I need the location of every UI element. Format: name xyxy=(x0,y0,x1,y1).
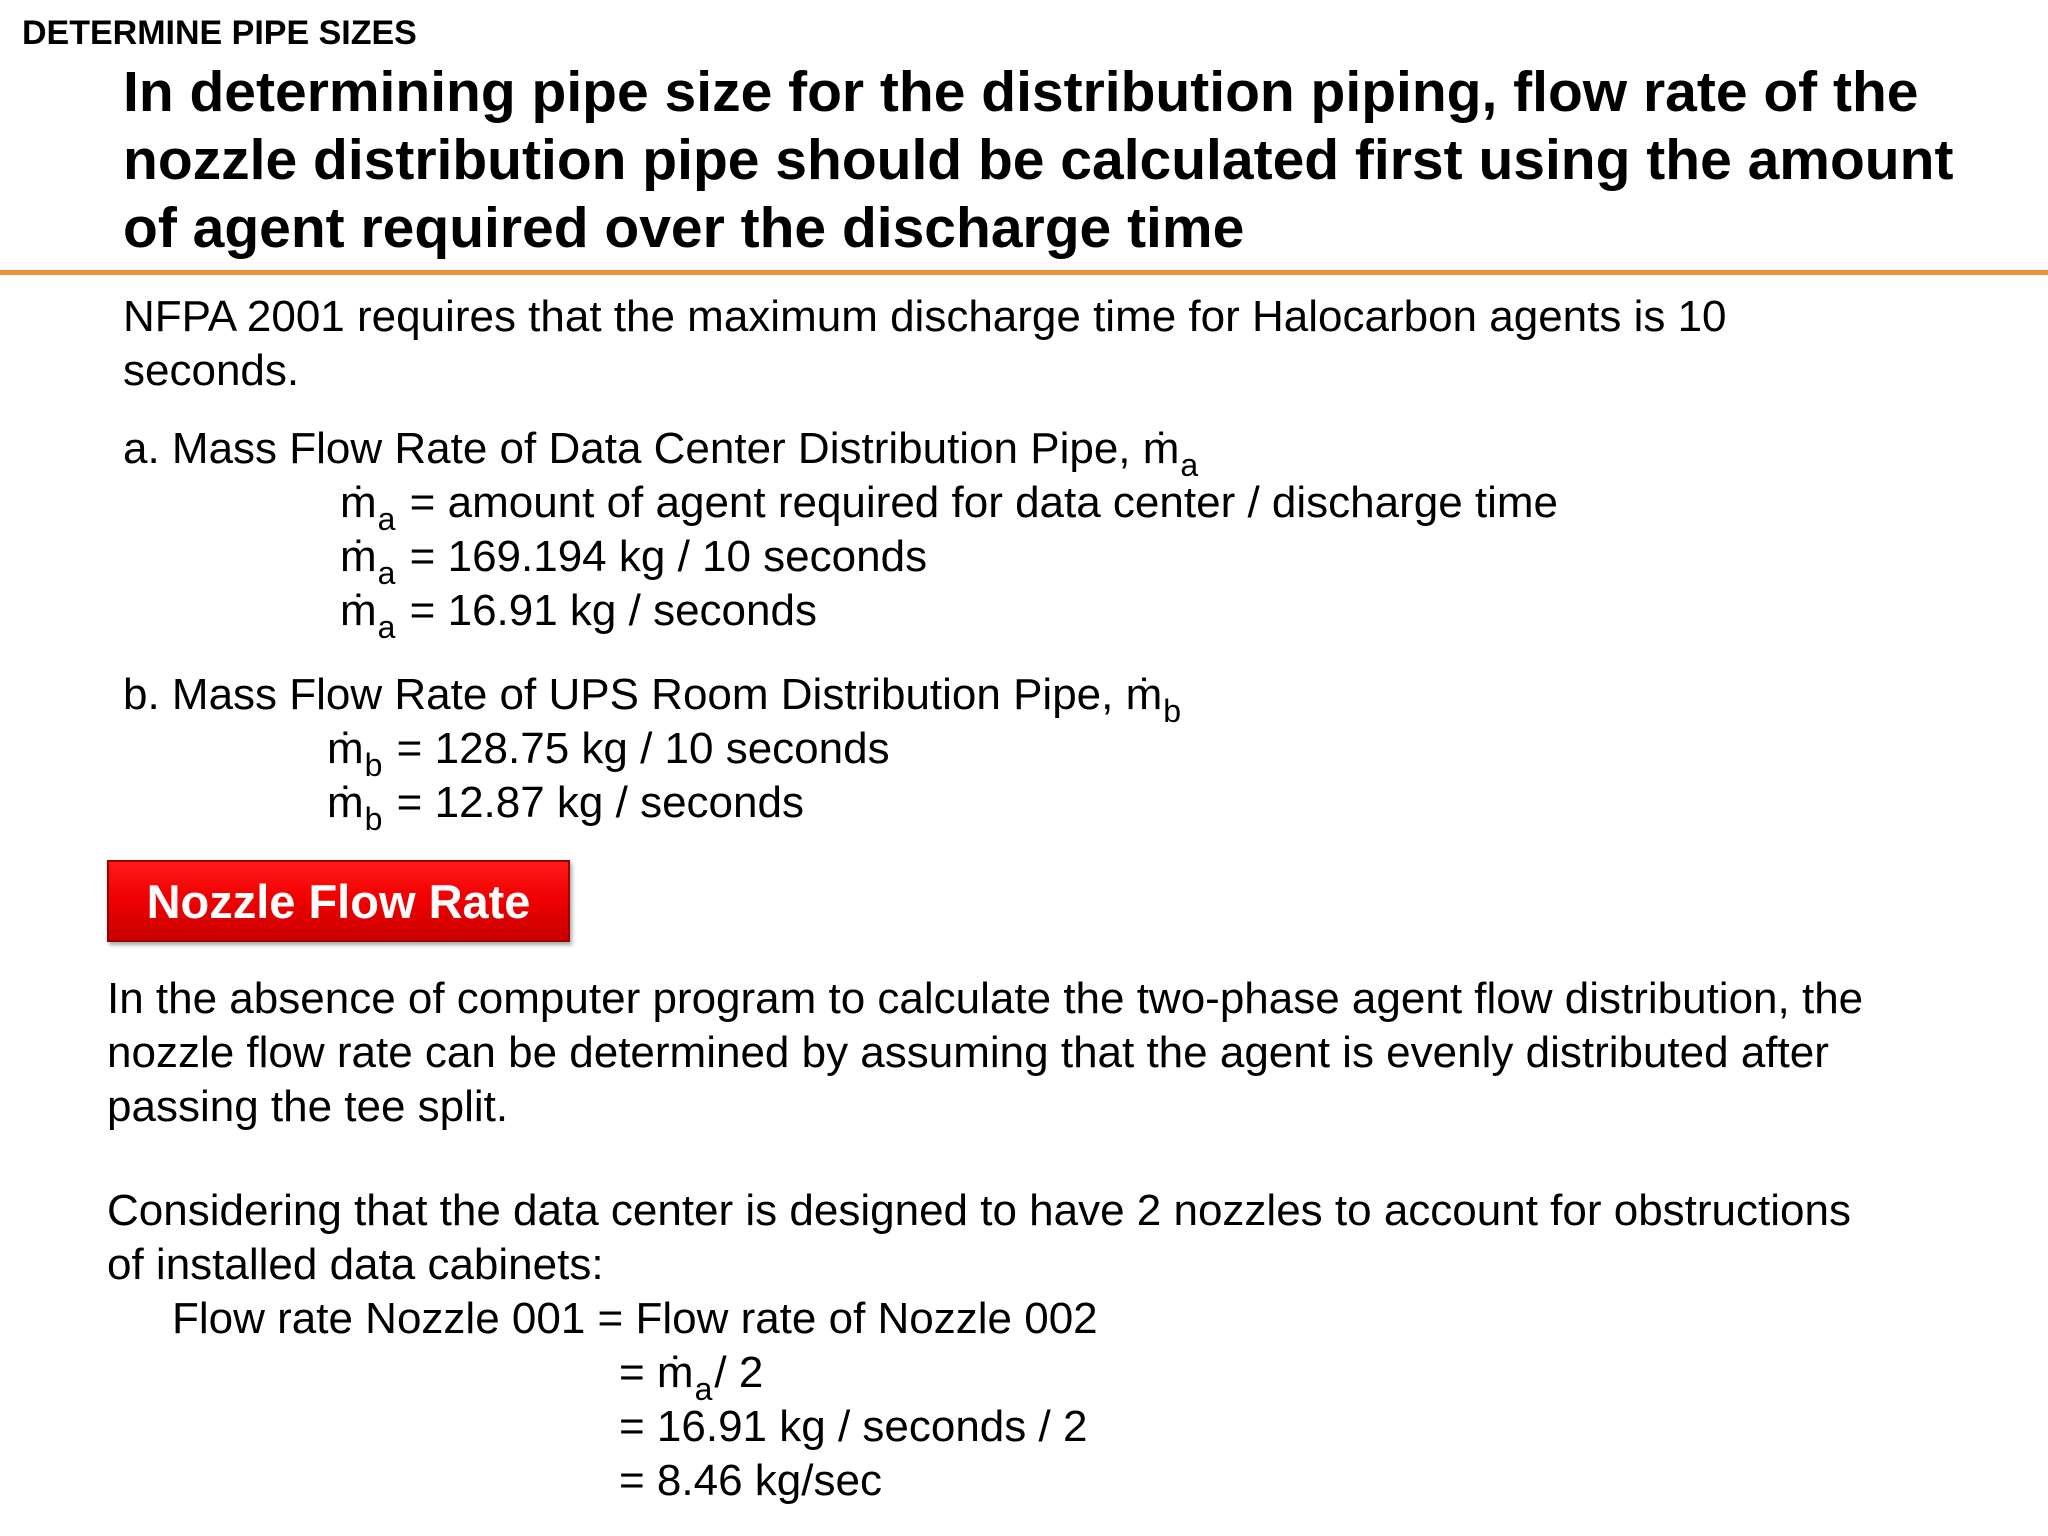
paragraph-line: nozzle flow rate can be determined by assuming that the agent is evenly distributed after xyxy=(107,1028,1829,1077)
part-a-equation xyxy=(340,476,1559,537)
mdot-symbol: ṁ xyxy=(327,778,364,827)
intro-line: NFPA 2001 requires that the maximum discharge time for Halocarbon agents is 10 xyxy=(123,292,1727,341)
equation-prefix: = xyxy=(619,1348,657,1397)
equation-rhs: = amount of agent required for data center / discharge time xyxy=(397,478,1559,527)
part-a-equation xyxy=(340,530,928,591)
equation-suffix: / 2 xyxy=(714,1348,764,1397)
part-a-equation xyxy=(340,584,817,645)
nozzle-equation-line xyxy=(619,1346,764,1407)
mdot-symbol: ṁ xyxy=(327,724,364,773)
divider-rule xyxy=(0,270,2048,275)
paragraph-2 xyxy=(107,1184,1851,1292)
subscript: a xyxy=(377,609,396,645)
paragraph-line: passing the tee split. xyxy=(107,1082,509,1131)
nozzle-equation-line: = 8.46 kg/sec xyxy=(619,1456,882,1505)
intro-text xyxy=(123,290,1727,398)
mdot-symbol: ṁ xyxy=(340,532,377,581)
intro-line: seconds. xyxy=(123,346,300,395)
part-a-heading xyxy=(123,422,1200,483)
mdot-symbol: ṁ xyxy=(340,478,377,527)
equation-rhs: = 128.75 kg / 10 seconds xyxy=(384,724,890,773)
paragraph-line: of installed data cabinets: xyxy=(107,1240,604,1289)
nozzle-equation-line: Flow rate Nozzle 001 = Flow rate of Nozzle 002 xyxy=(172,1294,1098,1343)
subscript: b xyxy=(364,801,383,837)
paragraph-1 xyxy=(107,972,1863,1134)
part-b-equation xyxy=(327,722,890,783)
subscript: b xyxy=(1163,693,1182,729)
subscript: a xyxy=(377,555,396,591)
mdot-symbol: ṁ xyxy=(340,586,377,635)
subscript: a xyxy=(377,501,396,537)
headline-line: In determining pipe size for the distribution piping, flow rate of the xyxy=(123,60,1919,124)
equation-rhs: = 169.194 kg / 10 seconds xyxy=(397,532,928,581)
paragraph-line: In the absence of computer program to calculate the two-phase agent flow distribution, the xyxy=(107,974,1864,1023)
headline-line: nozzle distribution pipe should be calculated first using the amount xyxy=(123,128,1954,192)
part-b-heading xyxy=(123,668,1183,729)
part-b-equation xyxy=(327,776,804,837)
subscript: a xyxy=(694,1371,713,1407)
part-a-heading-text: a. Mass Flow Rate of Data Center Distribution Pipe, xyxy=(123,424,1143,473)
equation-rhs: = 16.91 kg / seconds xyxy=(397,586,817,635)
part-b-heading-text: b. Mass Flow Rate of UPS Room Distribution Pipe, xyxy=(123,670,1126,719)
headline-line: of agent required over the discharge time xyxy=(123,196,1245,260)
headline xyxy=(123,58,1953,262)
mdot-symbol: ṁ xyxy=(1142,424,1180,473)
subscript: a xyxy=(1180,447,1199,483)
mdot-symbol: ṁ xyxy=(656,1348,694,1397)
mdot-symbol: ṁ xyxy=(1125,670,1163,719)
nozzle-equation-line: = 16.91 kg / seconds / 2 xyxy=(619,1402,1088,1451)
equation-rhs: = 12.87 kg / seconds xyxy=(384,778,804,827)
paragraph-line: Considering that the data center is designed to have 2 nozzles to account for obstructions xyxy=(107,1186,1851,1235)
nozzle-flow-rate-badge: Nozzle Flow Rate xyxy=(107,860,570,942)
subscript: b xyxy=(364,747,383,783)
section-label: DETERMINE PIPE SIZES xyxy=(22,14,417,52)
